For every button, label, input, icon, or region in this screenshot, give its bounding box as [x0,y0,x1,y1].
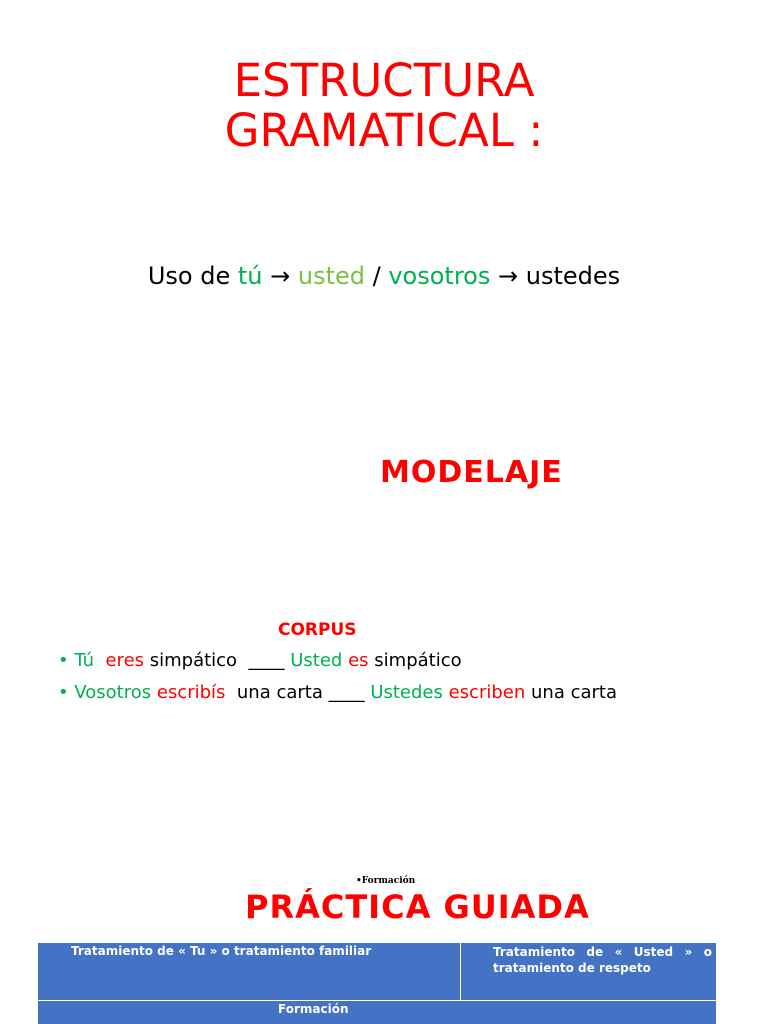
arrow-2: → [490,262,526,290]
usage-prefix: Uso de [147,262,238,290]
corpus-subject: Ustedes [370,682,443,703]
section-heading-modelaje: MODELAJE [380,455,563,490]
corpus-verb: escribís [156,682,226,703]
title-line-2: GRAMATICAL : [224,104,544,157]
slide-title [0,56,768,156]
arrow-1: → [262,262,298,290]
pronoun-usted: usted [297,262,365,290]
corpus-verb: eres [105,650,145,671]
corpus-item-1 [58,650,462,671]
corpus-verb: escriben [448,682,526,703]
corpus-text: una carta ____ [225,682,371,703]
bullet-icon: • [58,650,69,671]
table-header-familiar-label: Tratamiento de « Tu » o tratamiento familiar [71,944,372,958]
slash: / [365,262,389,290]
table-row-formacion-label: Formación [278,1002,349,1016]
section-heading-practica: PRÁCTICA GUIADA [245,888,590,926]
pronoun-ustedes: ustedes [525,262,621,290]
pronoun-tu: tú [237,262,263,290]
guided-practice-table [38,943,716,1024]
table-header-respeto-label: Tratamiento de « Usted » o tratamiento de respeto [493,945,712,975]
corpus-item-2 [58,682,617,703]
corpus-subject: Tú [74,650,95,671]
table-row-formacion [38,1001,716,1024]
corpus-subject: Vosotros [74,682,152,703]
corpus-text: simpático ____ [144,650,291,671]
formacion-note: •Formación [356,876,416,886]
corpus-subject: Usted [290,650,343,671]
corpus-verb: es [348,650,369,671]
title-line-1: ESTRUCTURA [233,54,535,107]
corpus-text: simpático [368,650,462,671]
table-header-respeto [461,943,716,1001]
table-header-familiar [38,943,461,1001]
corpus-title: CORPUS [278,620,357,640]
corpus-text: una carta [525,682,617,703]
bullet-icon: • [58,682,69,703]
usage-line [0,262,768,290]
pronoun-vosotros: vosotros [388,262,491,290]
